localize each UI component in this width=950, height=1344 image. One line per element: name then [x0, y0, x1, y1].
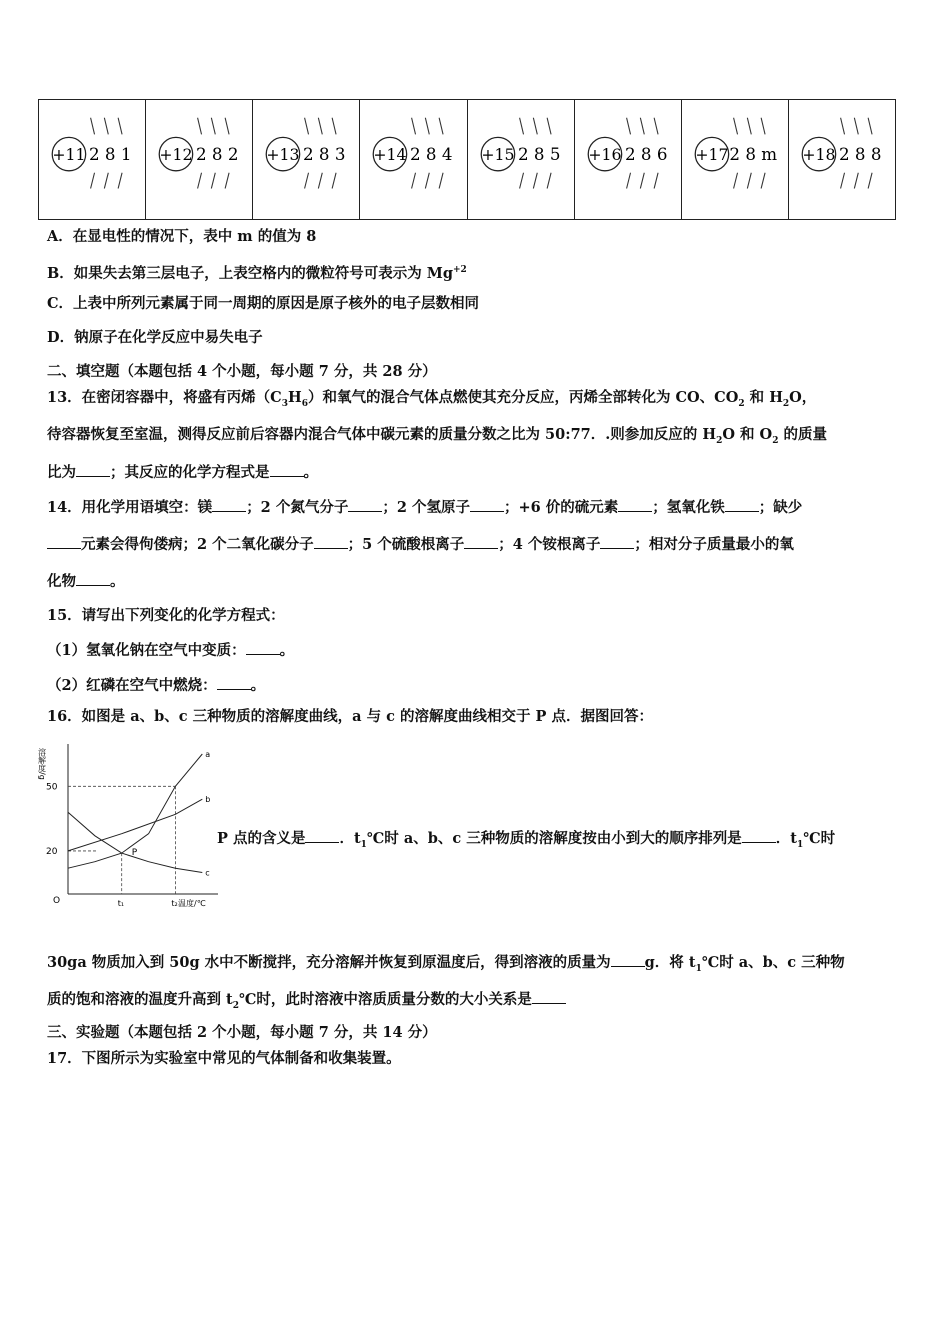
- atom-cell: [575, 100, 682, 219]
- atom-structure-table: [38, 99, 896, 220]
- shell-arc: [118, 173, 122, 189]
- electron-shells: 2 8 2: [196, 143, 239, 164]
- q14-text: ；相对分子质量最小的氧: [634, 536, 794, 553]
- answer-blank[interactable]: [314, 534, 348, 549]
- atom-cell: [39, 100, 146, 219]
- shell-arc: [654, 118, 658, 135]
- shell-arc: [733, 118, 737, 135]
- section-2-heading: 二、填空题（本题包括 4 个小题，每小题 7 分，共 28 分）: [47, 363, 437, 380]
- q13-sub: 2: [716, 435, 723, 446]
- solubility-chart: [37, 734, 220, 914]
- nucleus-charge: +15: [480, 144, 515, 164]
- atom-cell: [146, 100, 253, 219]
- origin-label: O: [53, 896, 61, 906]
- q15-text: （1）氢氧化钠在空气中变质：: [47, 642, 246, 659]
- shell-arc: [91, 118, 95, 135]
- shell-arc: [733, 173, 737, 189]
- q14-text: ；+6 价的硫元素: [503, 499, 619, 516]
- shell-arc: [519, 173, 523, 189]
- q13-text: H: [287, 389, 302, 406]
- shell-arc: [412, 118, 416, 135]
- shell-arc: [332, 118, 336, 135]
- q16-line-2: [47, 952, 845, 979]
- q16-title: 16．如图是 a、b、c 三种物质的溶解度曲线，a 与 c 的溶解度曲线相交于 P 点．据图回答：: [47, 708, 654, 725]
- q13-text: ；其反应的化学方程式是: [110, 464, 270, 481]
- shell-arc: [533, 173, 537, 189]
- series-label-a: a: [205, 750, 211, 759]
- q13-line-2: [47, 425, 827, 451]
- q16-text: 质的饱和溶液的温度升高到 t: [47, 991, 233, 1008]
- q14-text: ；氢氧化铁: [652, 499, 725, 516]
- q14-text: ；4 个铵根离子: [498, 536, 601, 553]
- nucleus-charge: +16: [587, 144, 622, 164]
- option-b-text: B．如果失去第三层电子，上表空格内的微粒符号可表示为 Mg: [47, 264, 453, 282]
- q14-text: 。: [110, 573, 125, 590]
- q13-sub: 2: [782, 398, 790, 409]
- shell-arc: [91, 173, 95, 189]
- q14-text: ；5 个硫酸根离子: [347, 536, 465, 553]
- nucleus-charge: +13: [266, 144, 300, 164]
- shell-arc: [747, 173, 751, 189]
- q16-sub: 2: [232, 1000, 240, 1011]
- q15-text: （2）红磷在空气中燃烧：: [47, 677, 217, 694]
- q16-text: 30ga 物质加入到 50g 水中不断搅拌，充分溶解并恢复到原温度后，得到溶液的质量为: [47, 954, 611, 971]
- atom-diagram: [575, 100, 681, 219]
- answer-blank[interactable]: [532, 989, 566, 1004]
- series-label-b: b: [205, 795, 211, 805]
- shell-arc: [840, 173, 844, 189]
- shell-arc: [640, 173, 644, 189]
- atom-diagram: [253, 100, 359, 219]
- q14-line-2: [47, 534, 794, 555]
- q15-title: 15．请写出下列变化的化学方程式：: [47, 607, 285, 624]
- q13-text: 。: [303, 464, 318, 481]
- q13-sub: 2: [772, 435, 779, 446]
- option-b: [47, 260, 467, 284]
- q13-line-3: [47, 462, 318, 483]
- q13-line-1: [47, 388, 816, 414]
- answer-blank[interactable]: [464, 534, 498, 549]
- q16-text: ．t: [339, 830, 361, 847]
- answer-blank[interactable]: [47, 534, 81, 549]
- q14-text: ；2 个氢原子: [382, 499, 470, 516]
- shell-arc: [547, 118, 551, 135]
- q16-text: ．t: [775, 830, 797, 847]
- shell-arc: [439, 118, 443, 135]
- option-a: A．在显电性的情况下，表中 m 的值为 8: [47, 228, 317, 245]
- shell-arc: [626, 118, 630, 135]
- electron-shells: 2 8 5: [517, 143, 561, 164]
- answer-blank[interactable]: [618, 497, 652, 512]
- q16-line-3: [47, 989, 566, 1016]
- answer-blank[interactable]: [725, 497, 759, 512]
- series-label-c: c: [205, 868, 210, 878]
- shell-arc: [868, 173, 872, 189]
- shell-arc: [305, 118, 309, 135]
- answer-blank[interactable]: [212, 497, 246, 512]
- shell-arc: [319, 118, 323, 135]
- shell-arc: [198, 118, 202, 135]
- q15-part-1: [47, 640, 294, 661]
- q16-text: g．将 t: [644, 954, 696, 971]
- q13-text: 的质量: [778, 426, 828, 443]
- atom-diagram: [682, 100, 788, 219]
- atom-diagram: [468, 100, 574, 219]
- shell-arc: [761, 118, 765, 135]
- section-3-heading: 三、实验题（本题包括 2 个小题，每小题 7 分，共 14 分）: [47, 1024, 437, 1041]
- q14-text: 化物: [47, 573, 76, 590]
- answer-blank[interactable]: [470, 497, 504, 512]
- shell-arc: [519, 118, 523, 135]
- q16-sub: 1: [360, 839, 367, 850]
- q13-text: O 和 O: [722, 426, 773, 443]
- x-tick-label: t₂: [171, 899, 178, 908]
- atom-diagram: [39, 100, 145, 219]
- q16-text: ℃时 a、b、c 三种物质的溶解度按由小到大的顺序排列是: [366, 830, 742, 847]
- shell-arc: [225, 173, 229, 189]
- shell-arc: [225, 118, 229, 135]
- electron-shells: 2 8 4: [410, 143, 453, 164]
- answer-blank[interactable]: [305, 828, 339, 843]
- nucleus-charge: +11: [52, 144, 86, 164]
- answer-blank[interactable]: [217, 675, 251, 690]
- shell-arc: [198, 173, 202, 189]
- q13-text: 13．在密闭容器中，将盛有丙烯（C: [47, 389, 282, 406]
- shell-arc: [412, 173, 416, 189]
- atom-diagram: [146, 100, 252, 219]
- answer-blank[interactable]: [600, 534, 634, 549]
- atom-cell: [682, 100, 789, 219]
- answer-blank[interactable]: [611, 952, 645, 967]
- answer-blank[interactable]: [742, 828, 776, 843]
- option-c: C．上表中所列元素属于同一周期的原因是原子核外的电子层数相同: [47, 295, 480, 312]
- atom-diagram: [789, 100, 895, 219]
- y-tick-label: 50: [46, 782, 58, 793]
- atom-diagram: [360, 100, 466, 219]
- q14-line-3: [47, 571, 125, 592]
- shell-arc: [104, 173, 108, 189]
- shell-arc: [211, 118, 215, 135]
- option-b-superscript: +2: [453, 265, 467, 275]
- atom-cell: [360, 100, 467, 219]
- nucleus-charge: +17: [695, 144, 729, 164]
- electron-shells: 2 8 6: [624, 143, 668, 164]
- q14-line-1: [47, 497, 802, 518]
- answer-blank[interactable]: [270, 462, 304, 477]
- q13-sub: 6: [301, 398, 308, 409]
- shell-arc: [868, 118, 872, 135]
- q16-text: ℃时，此时溶液中溶质质量分数的大小关系是: [239, 991, 532, 1008]
- q16-sub: 1: [695, 963, 702, 974]
- shell-arc: [747, 118, 751, 135]
- nucleus-charge: +18: [802, 144, 836, 164]
- answer-blank[interactable]: [76, 462, 110, 477]
- q13-sub: 3: [281, 398, 288, 409]
- atom-cell: [468, 100, 575, 219]
- q16-text: P 点的含义是: [217, 830, 306, 847]
- shell-arc: [305, 173, 309, 189]
- q16-text: ℃时 a、b、c 三种物: [701, 954, 845, 971]
- q14-text: ；2 个氮气分子: [246, 499, 349, 516]
- atom-cell: [253, 100, 360, 219]
- q17-text: 17．下图所示为实验室中常见的气体制备和收集装置。: [47, 1050, 401, 1067]
- answer-blank[interactable]: [76, 571, 110, 586]
- q13-text: 待容器恢复至室温，测得反应前后容器内混合气体中碳元素的质量分数之比为 50:77．.则参加反应的 H: [47, 426, 717, 443]
- shell-arc: [533, 118, 537, 135]
- q15-text: 。: [250, 677, 266, 694]
- q13-sub: 2: [738, 398, 745, 409]
- q16-side-text: [217, 828, 835, 855]
- atom-cell: [789, 100, 895, 219]
- point-label: P: [131, 848, 138, 859]
- nucleus-charge: +12: [159, 144, 193, 164]
- x-tick-label: t₁: [117, 899, 125, 908]
- option-d: D．钠原子在化学反应中易失电子: [47, 329, 263, 346]
- shell-arc: [640, 118, 644, 135]
- electron-shells: 2 8 1: [88, 143, 132, 164]
- q15-part-2: [47, 675, 265, 696]
- electron-shells: 2 8 3: [303, 143, 346, 164]
- q16-text: ℃时: [803, 830, 836, 847]
- q14-text: ；缺少: [758, 499, 803, 516]
- q13-text: 和 H: [744, 389, 783, 406]
- q14-text: 元素会得佝偻病；2 个二氧化碳分子: [81, 536, 314, 553]
- shell-arc: [547, 173, 551, 189]
- shell-arc: [761, 173, 765, 189]
- shell-arc: [654, 173, 658, 189]
- x-axis-label: 温度/℃: [178, 899, 206, 908]
- shell-arc: [439, 173, 443, 189]
- shell-arc: [626, 173, 630, 189]
- shell-arc: [332, 173, 336, 189]
- y-axis-label: 溶解度/g: [37, 748, 47, 780]
- q13-text: O，: [789, 389, 817, 406]
- shell-arc: [319, 173, 323, 189]
- q14-text: 14．用化学用语填空：镁: [47, 499, 213, 516]
- q16-sub: 1: [796, 839, 804, 850]
- shell-arc: [840, 118, 844, 135]
- shell-arc: [104, 118, 108, 135]
- q15-text: 。: [279, 642, 295, 659]
- shell-arc: [426, 118, 430, 135]
- y-tick-label: 20: [46, 846, 58, 857]
- electron-shells: 2 8 m: [729, 143, 777, 164]
- answer-blank[interactable]: [348, 497, 382, 512]
- shell-arc: [854, 173, 858, 189]
- nucleus-charge: +14: [373, 144, 407, 164]
- shell-arc: [854, 118, 858, 135]
- shell-arc: [118, 118, 122, 135]
- shell-arc: [211, 173, 215, 189]
- q13-text: ）和氧气的混合气体点燃使其充分反应，丙烯全部转化为 CO、CO: [307, 389, 739, 406]
- q13-text: 比为: [47, 464, 76, 481]
- shell-arc: [426, 173, 430, 189]
- electron-shells: 2 8 8: [838, 143, 882, 164]
- answer-blank[interactable]: [246, 640, 280, 655]
